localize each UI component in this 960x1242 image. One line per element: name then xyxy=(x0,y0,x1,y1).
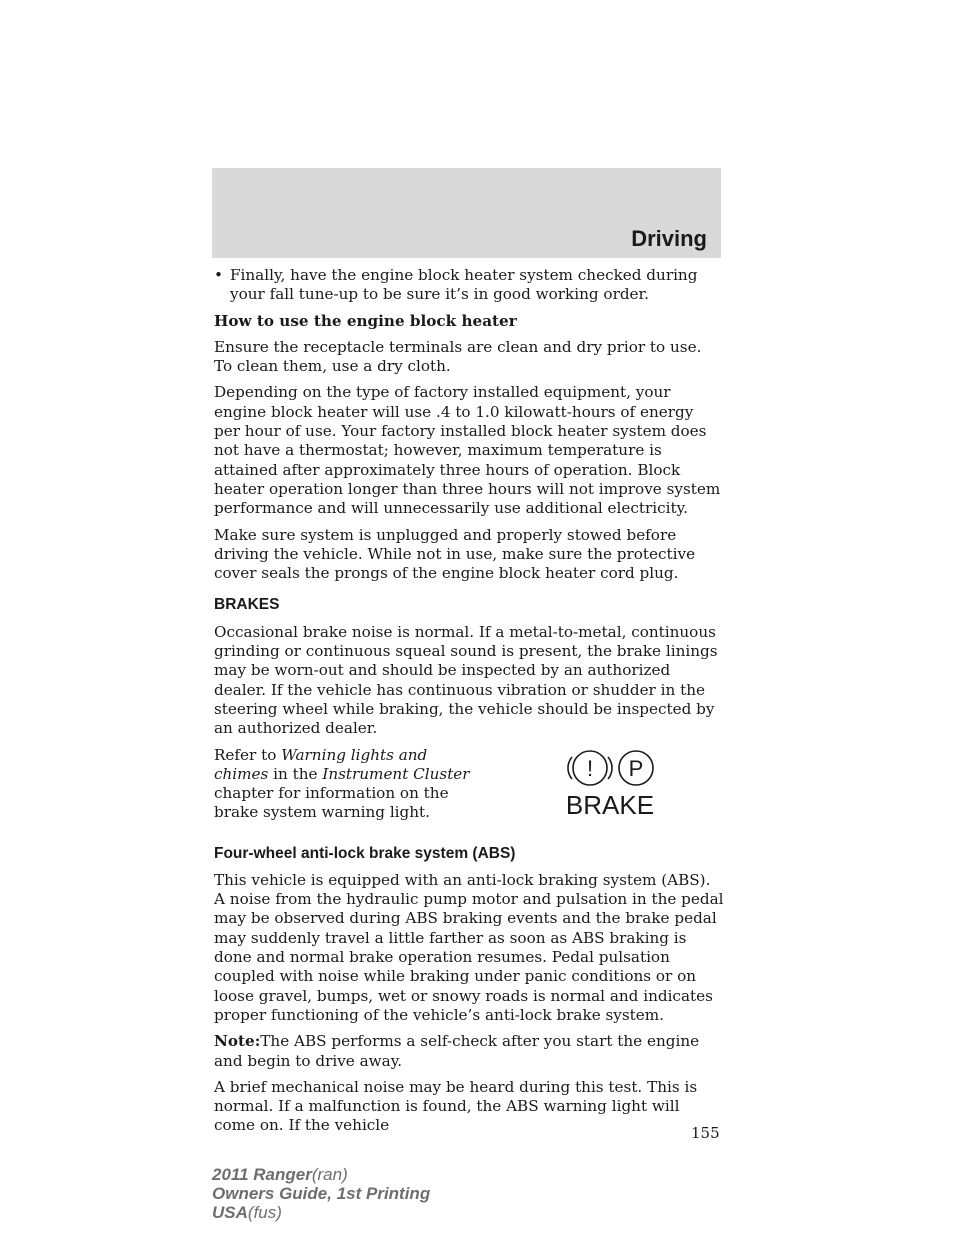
refer-link-warning-lights: Warning lights and chimes xyxy=(214,745,428,783)
footer-line-1 xyxy=(212,1165,430,1184)
print-footer xyxy=(212,1165,430,1222)
section-header-bar xyxy=(212,168,721,258)
refer-text xyxy=(214,746,474,823)
footer-market: USA xyxy=(212,1203,248,1222)
bullet-item xyxy=(214,266,724,305)
section-title: Driving xyxy=(631,226,707,251)
refer-middle: in the xyxy=(268,764,323,783)
paragraph-clean-terminals: Ensure the receptacle terminals are clean and dry prior to use. To clean them, use a dry cloth. xyxy=(214,337,702,376)
page-number: 155 xyxy=(691,1124,720,1142)
paragraph-brake-noise: Occasional brake noise is normal. If a metal-to-metal, continuous grinding or continuous squeal sound is present, the brake linings may be worn-out and should be inspected by an authorized dealer. If the vehicle has continuous vibration or shudder in the steering wheel while braking, the vehicle should be inspected by an authorized dealer. xyxy=(214,622,718,738)
paragraph-note xyxy=(214,1032,724,1071)
note-text: The ABS performs a self-check after you start the engine and begin to drive away. xyxy=(214,1032,700,1070)
brakes-heading: BRAKES xyxy=(214,596,280,614)
footer-model: 2011 Ranger xyxy=(212,1165,312,1184)
refer-suffix: chapter for information on the brake system warning light. xyxy=(214,784,449,822)
how-to-heading: How to use the engine block heater xyxy=(214,311,517,330)
brake-icon-park: P xyxy=(628,755,644,781)
brake-icon-exclamation: ! xyxy=(586,755,594,781)
brake-warning-icon xyxy=(554,748,658,820)
paragraph-abs: This vehicle is equipped with an anti-lock braking system (ABS). A noise from the hydraulic pump motor and pulsation in the pedal may be observed during ABS braking events and the brake pedal may suddenly travel a little farther as soon as ABS braking is done and normal brake operation resumes. Pedal pulsation coupled with noise while braking under panic conditions or on loose gravel, bumps, wet or snowy roads is normal and indicates proper functioning of the vehicle’s anti-lock brake system. xyxy=(214,870,724,1024)
paragraph-self-check: A brief mechanical noise may be heard during this test. This is normal. If a malfunction is found, the ABS warning light will come on. If the vehicle xyxy=(214,1077,698,1135)
page-content xyxy=(214,266,724,1143)
bullet-mark: • xyxy=(214,266,223,284)
footer-line-3 xyxy=(212,1203,430,1222)
note-label: Note: xyxy=(214,1032,261,1051)
paragraph-energy-use: Depending on the type of factory installed equipment, your engine block heater will use .4 to 1.0 kilowatt-hours of energy per hour of use. Your factory installed block heater system does not have a thermostat; however, maximum temperature is attained after approximately three hours of operation. Block heater operation longer than three hours will not improve system performance and will unnecessarily use additional electricity. xyxy=(214,383,721,518)
abs-heading: Four-wheel anti-lock brake system (ABS) xyxy=(214,844,516,862)
bullet-text: Finally, have the engine block heater system checked during your fall tune-up to be sure it’s in good working order. xyxy=(230,266,698,304)
refer-block xyxy=(214,746,724,832)
paragraph-unplug: Make sure system is unplugged and properly stowed before driving the vehicle. While not in use, make sure the protective cover seals the prongs of the engine block heater cord plug. xyxy=(214,525,696,583)
refer-link-instrument-cluster: Instrument Cluster xyxy=(322,764,470,783)
brake-icon-label: BRAKE xyxy=(565,789,655,820)
footer-market-code: (fus) xyxy=(247,1203,282,1222)
footer-model-code: (ran) xyxy=(311,1165,348,1184)
footer-line-2: Owners Guide, 1st Printing xyxy=(212,1184,431,1203)
refer-prefix: Refer to xyxy=(214,745,282,764)
